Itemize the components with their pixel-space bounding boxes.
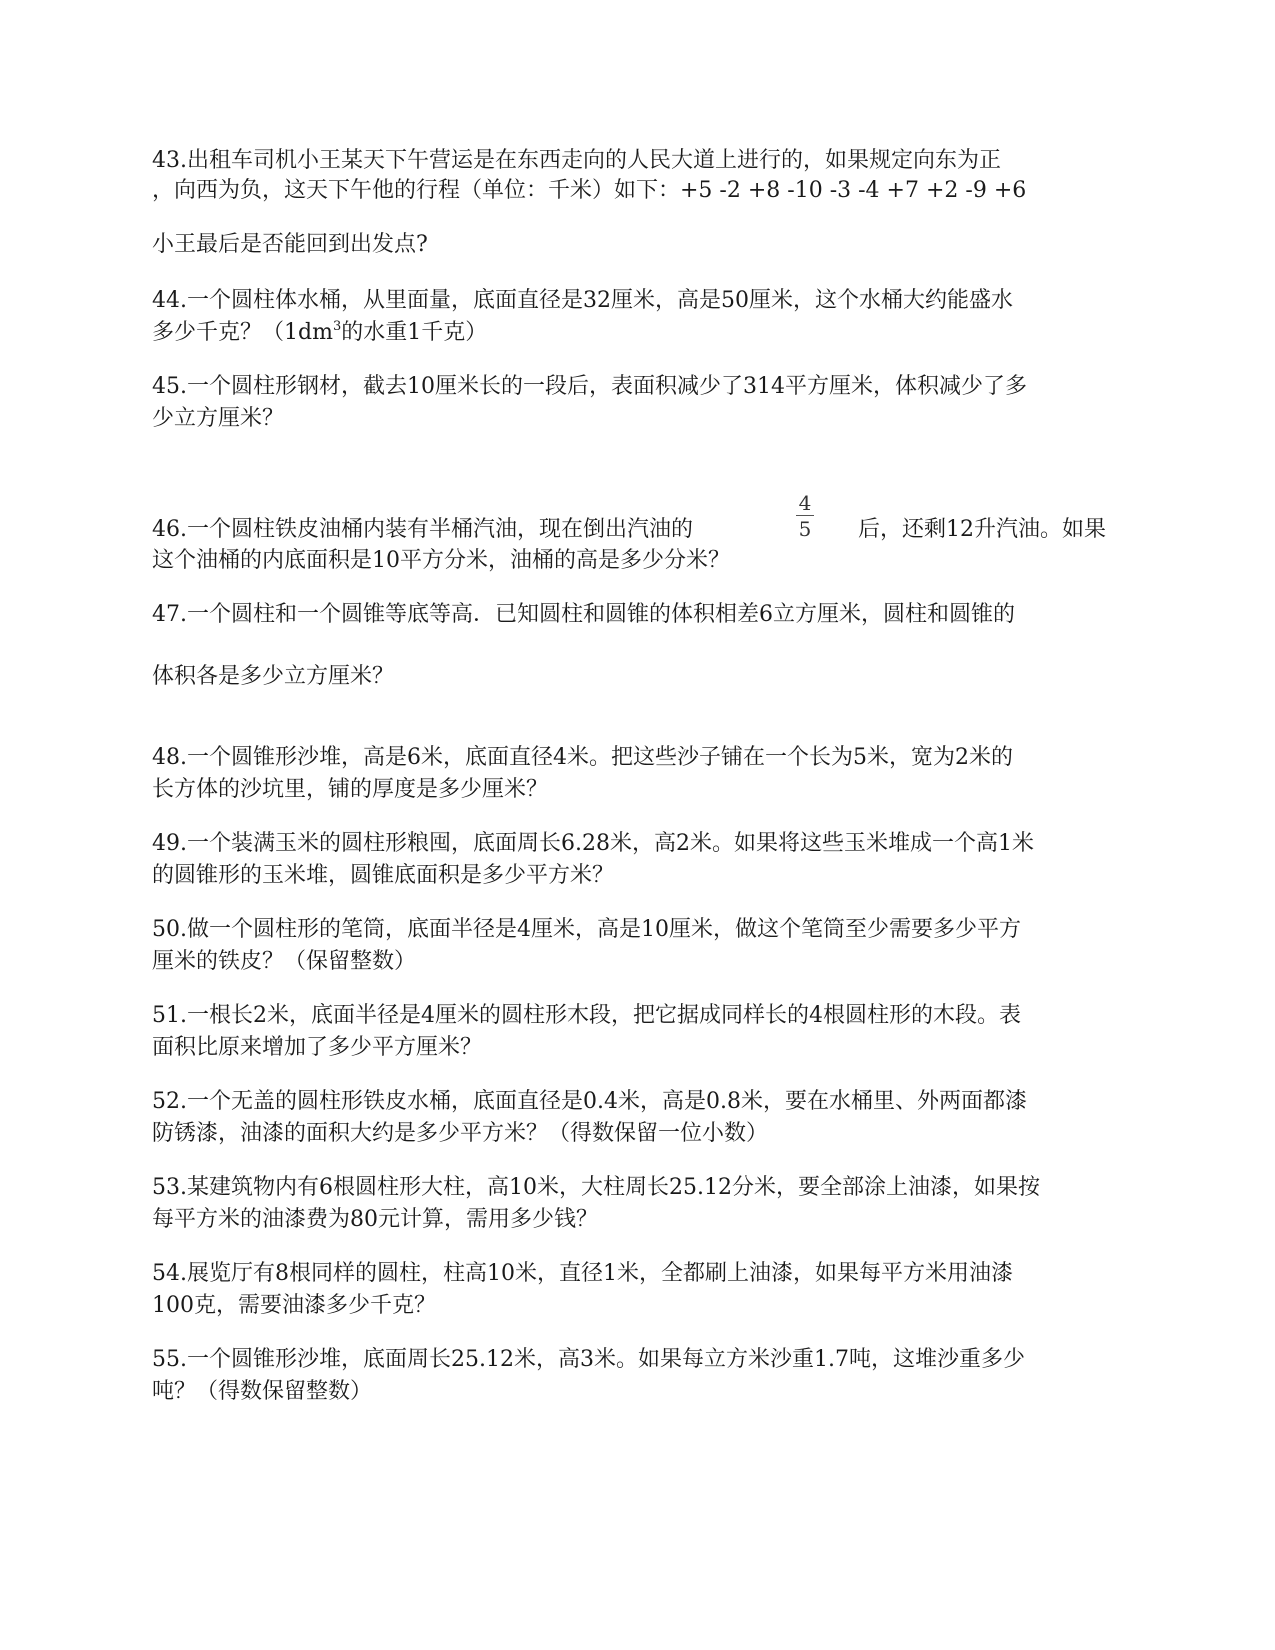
question-text-line: 50.做一个圆柱形的笔筒，底面半径是4厘米，高是10厘米，做这个笔筒至少需要多少平方	[152, 917, 1021, 942]
question-text-line: 43.出租车司机小王某天下午营运是在东西走向的人民大道上进行的，如果规定向东为正	[152, 148, 1001, 173]
question-text-line: 长方体的沙坑里，铺的厚度是多少厘米？	[152, 777, 549, 802]
text-segment: 的水重1千克）	[341, 320, 488, 345]
question-text-line: ，向西为负，这天下午他的行程（单位：千米）如下：+5 -2 +8 -10 -3 -4 +7 +2 -9 +6	[152, 178, 1027, 203]
question-text-line: 小王最后是否能回到出发点?	[152, 232, 428, 257]
fraction	[790, 492, 820, 540]
question-text-line: 49.一个装满玉米的圆柱形粮囤，底面周长6.28米，高2米。如果将这些玉米堆成一个高1米	[152, 831, 1034, 856]
question-text-line: 52.一个无盖的圆柱形铁皮水桶，底面直径是0.4米，高是0.8米，要在水桶里、外两面都漆	[152, 1089, 1027, 1114]
question-text-line: 47.一个圆柱和一个圆锥等底等高．已知圆柱和圆锥的体积相差6立方厘米，圆柱和圆锥的	[152, 602, 1015, 627]
question-text-line: 55.一个圆锥形沙堆，底面周长25.12米，高3米。如果每立方米沙重1.7吨，这堆沙重多少	[152, 1347, 1025, 1372]
question-text-line: 100克，需要油漆多少千克？	[152, 1293, 436, 1318]
question-text-line: 体积各是多少立方厘米？	[152, 664, 395, 689]
text-segment: 多少千克？（1dm	[152, 320, 333, 345]
question-text-line: 46.一个圆柱铁皮油桶内装有半桶汽油，现在倒出汽油的	[152, 517, 693, 542]
question-text-line: 后，还剩12升汽油。如果	[858, 517, 1106, 542]
question-text-line: 53.某建筑物内有6根圆柱形大柱，高10米，大柱周长25.12分米，要全部涂上油漆，如果按	[152, 1175, 1040, 1200]
question-text-line: 45.一个圆柱形钢材，截去10厘米长的一段后，表面积减少了314平方厘米，体积减少了多	[152, 374, 1027, 399]
question-text-line: 51.一根长2米，底面半径是4厘米的圆柱形木段，把它据成同样长的4根圆柱形的木段。表	[152, 1003, 1021, 1028]
question-text-line: 这个油桶的内底面积是10平方分米，油桶的高是多少分米？	[152, 548, 730, 573]
question-text-line: 吨？（得数保留整数）	[152, 1379, 373, 1404]
question-text-line: 防锈漆，油漆的面积大约是多少平方米？（得数保留一位小数）	[152, 1121, 769, 1146]
question-text-line: 面积比原来增加了多少平方厘米？	[152, 1035, 483, 1060]
question-text-line	[152, 318, 487, 348]
question-text-line: 少立方厘米？	[152, 406, 285, 431]
question-text-line: 每平方米的油漆费为80元计算，需用多少钱？	[152, 1207, 598, 1232]
fraction-numerator: 4	[798, 491, 812, 515]
fraction-denominator: 5	[798, 517, 812, 541]
question-text-line: 的圆锥形的玉米堆，圆锥底面积是多少平方米？	[152, 863, 615, 888]
question-text-line: 48.一个圆锥形沙堆，高是6米，底面直径4米。把这些沙子铺在一个长为5米，宽为2米的	[152, 745, 1013, 770]
question-text-line: 厘米的铁皮？（保留整数）	[152, 949, 417, 974]
question-text-line: 54.展览厅有8根同样的圆柱，柱高10米，直径1米，全都刷上油漆，如果每平方米用油漆	[152, 1261, 1013, 1286]
question-text-line: 44.一个圆柱体水桶，从里面量，底面直径是32厘米，高是50厘米，这个水桶大约能盛水	[152, 288, 1013, 313]
fraction-bar	[796, 515, 814, 516]
exponent: 3	[332, 319, 342, 334]
